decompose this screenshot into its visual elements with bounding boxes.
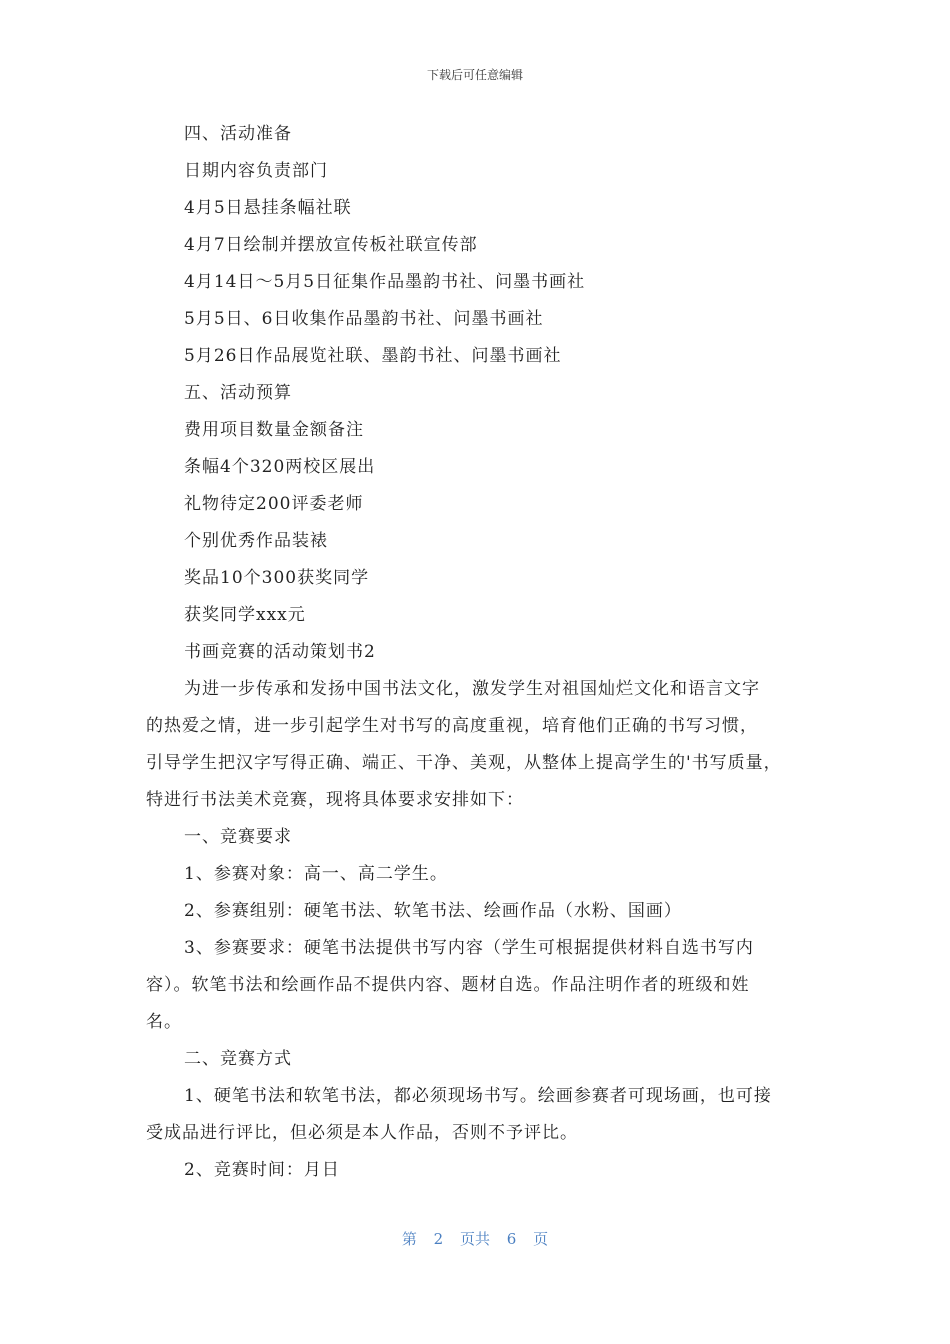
text-line: 引导学生把汉字写得正确、端正、干净、美观，从整体上提高学生的'书写质量，: [146, 753, 782, 773]
text-line: 奖品10个300获奖同学: [184, 568, 370, 588]
text-line: 2、竞赛时间：月日: [184, 1160, 340, 1180]
text-line: 3、参赛要求：硬笔书法提供书写内容（学生可根据提供材料自选书写内: [184, 938, 754, 958]
footer-suffix: 页: [533, 1230, 549, 1248]
text-line: 费用项目数量金额备注: [184, 420, 364, 440]
text-line: 四、活动准备: [184, 124, 292, 144]
text-line: 4月14日～5月5日征集作品墨韵书社、问墨书画社: [184, 272, 586, 292]
text-line: 个别优秀作品装裱: [184, 531, 328, 551]
text-line: 5月5日、6日收集作品墨韵书社、问墨书画社: [184, 309, 544, 329]
text-line: 二、竞赛方式: [184, 1049, 292, 1069]
page-header: 下载后可任意编辑: [426, 68, 523, 82]
text-line: 一、竞赛要求: [184, 827, 292, 847]
footer-total-pages: 6: [506, 1230, 517, 1248]
text-line: 为进一步传承和发扬中国书法文化，激发学生对祖国灿烂文化和语言文字: [184, 679, 760, 699]
text-line: 4月5日悬挂条幅社联: [184, 198, 352, 218]
text-line: 4月7日绘制并摆放宣传板社联宣传部: [184, 235, 478, 255]
document-body: [146, 116, 826, 1189]
text-line: 礼物待定200评委老师: [184, 494, 364, 514]
text-line: 获奖同学xxx元: [184, 605, 306, 625]
footer-middle: 页共: [459, 1230, 490, 1248]
text-line: 1、参赛对象：高一、高二学生。: [184, 864, 448, 884]
text-line: 5月26日作品展览社联、墨韵书社、问墨书画社: [184, 346, 562, 366]
footer-prefix: 第: [401, 1230, 417, 1248]
text-line: 的热爱之情，进一步引起学生对书写的高度重视，培育他们正确的书写习惯，: [146, 716, 758, 736]
text-line: 名。: [146, 1012, 182, 1032]
text-line: 受成品进行评比，但必须是本人作品，否则不予评比。: [146, 1123, 578, 1143]
footer-page-number: 2: [433, 1230, 444, 1248]
text-line: 1、硬笔书法和软笔书法，都必须现场书写。绘画参赛者可现场画，也可接: [184, 1086, 772, 1106]
text-line: 书画竞赛的活动策划书2: [184, 642, 376, 662]
text-line: 五、活动预算: [184, 383, 292, 403]
text-line: 条幅4个320两校区展出: [184, 457, 376, 477]
text-line: 日期内容负责部门: [184, 161, 328, 181]
text-line: 特进行书法美术竞赛，现将具体要求安排如下：: [146, 790, 524, 810]
text-line: 2、参赛组别：硬笔书法、软笔书法、绘画作品（水粉、国画）: [184, 901, 682, 921]
page-footer: [0, 1228, 950, 1249]
text-line: 容）。软笔书法和绘画作品不提供内容、题材自选。作品注明作者的班级和姓: [146, 975, 750, 995]
